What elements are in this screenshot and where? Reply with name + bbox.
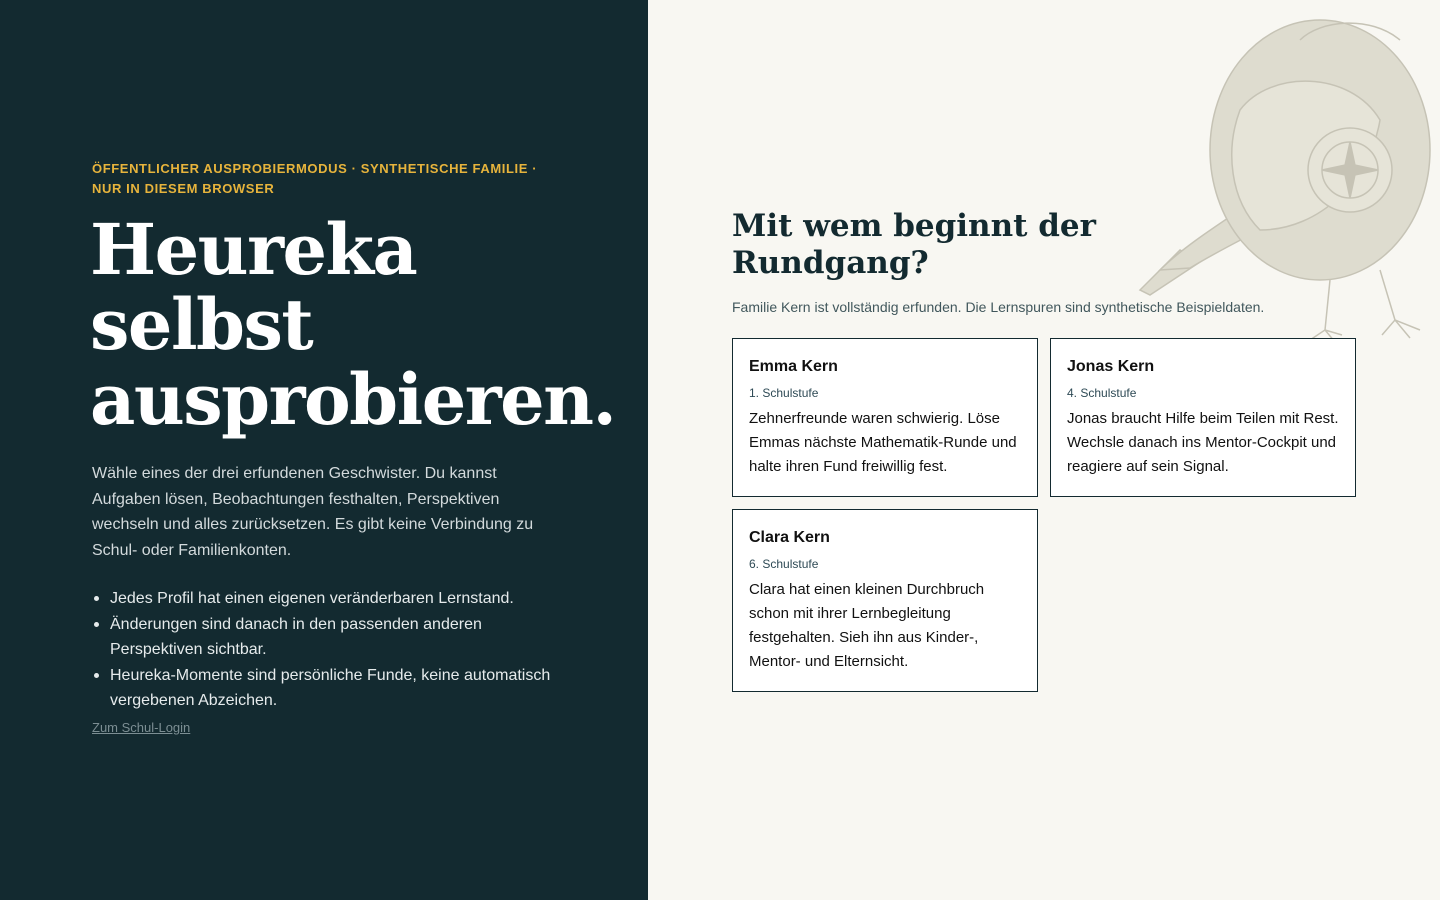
profile-picker-subtitle: Familie Kern ist vollständig erfunden. Die Lernspuren sind synthetische Beispieldaten. [732, 299, 1265, 315]
profile-grade: 1. Schulstufe [749, 386, 819, 400]
page-title-line-3: ausprobieren. [90, 358, 616, 441]
intro-panel [0, 0, 648, 900]
page-title [90, 208, 630, 441]
profile-card-jonas[interactable] [1050, 338, 1356, 497]
profile-description: Jonas braucht Hilfe beim Teilen mit Rest. Wechsle danach ins Mentor-Cockpit und reagiere auf sein Signal. [1067, 410, 1339, 475]
profile-name: Jonas Kern [1067, 358, 1155, 375]
profile-description: Clara hat einen kleinen Durchbruch schon mit ihrer Lernbegleitung festgehalten. Sieh ihn aus Kinder-, Mentor- und Elternsicht. [749, 581, 985, 670]
profile-card-emma[interactable] [732, 338, 1038, 497]
profile-name: Clara Kern [749, 529, 830, 546]
feature-list-item: Heureka-Momente sind persönliche Funde, keine automatisch vergebenen Abzeichen. [92, 663, 552, 714]
feature-list-item: Änderungen sind danach in den passenden anderen Perspektiven sichtbar. [92, 612, 552, 663]
school-login-link[interactable]: Zum Schul-Login [92, 720, 191, 735]
profile-grade: 4. Schulstufe [1067, 386, 1137, 400]
profile-card-clara[interactable] [732, 509, 1038, 692]
profile-description: Zehnerfreunde waren schwierig. Löse Emmas nächste Mathematik-Runde und halte ihren Fund freiwillig fest. [749, 410, 1017, 475]
profile-picker-title: Mit wem beginnt der Rundgang? [732, 208, 1096, 281]
feature-list-item: Jedes Profil hat einen eigenen veränderbaren Lernstand. [92, 586, 552, 612]
profile-grade: 6. Schulstufe [749, 557, 819, 571]
mode-eyebrow: ÖFFENTLICHER AUSPROBIERMODUS · SYNTHETISCHE FAMILIE · NUR IN DIESEM BROWSER [92, 161, 538, 196]
feature-list [92, 586, 552, 714]
page-title-line-2: selbst [90, 283, 313, 366]
intro-text: Wähle eines der drei erfundenen Geschwister. Du kannst Aufgaben lösen, Beobachtungen festhalten, Perspektiven wechseln und alles zurücksetzen. Es gibt keine Verbindung zu Schul- oder Familienkonten. [92, 465, 534, 559]
profile-name: Emma Kern [749, 358, 838, 375]
page-title-line-1: Heureka [90, 208, 417, 291]
